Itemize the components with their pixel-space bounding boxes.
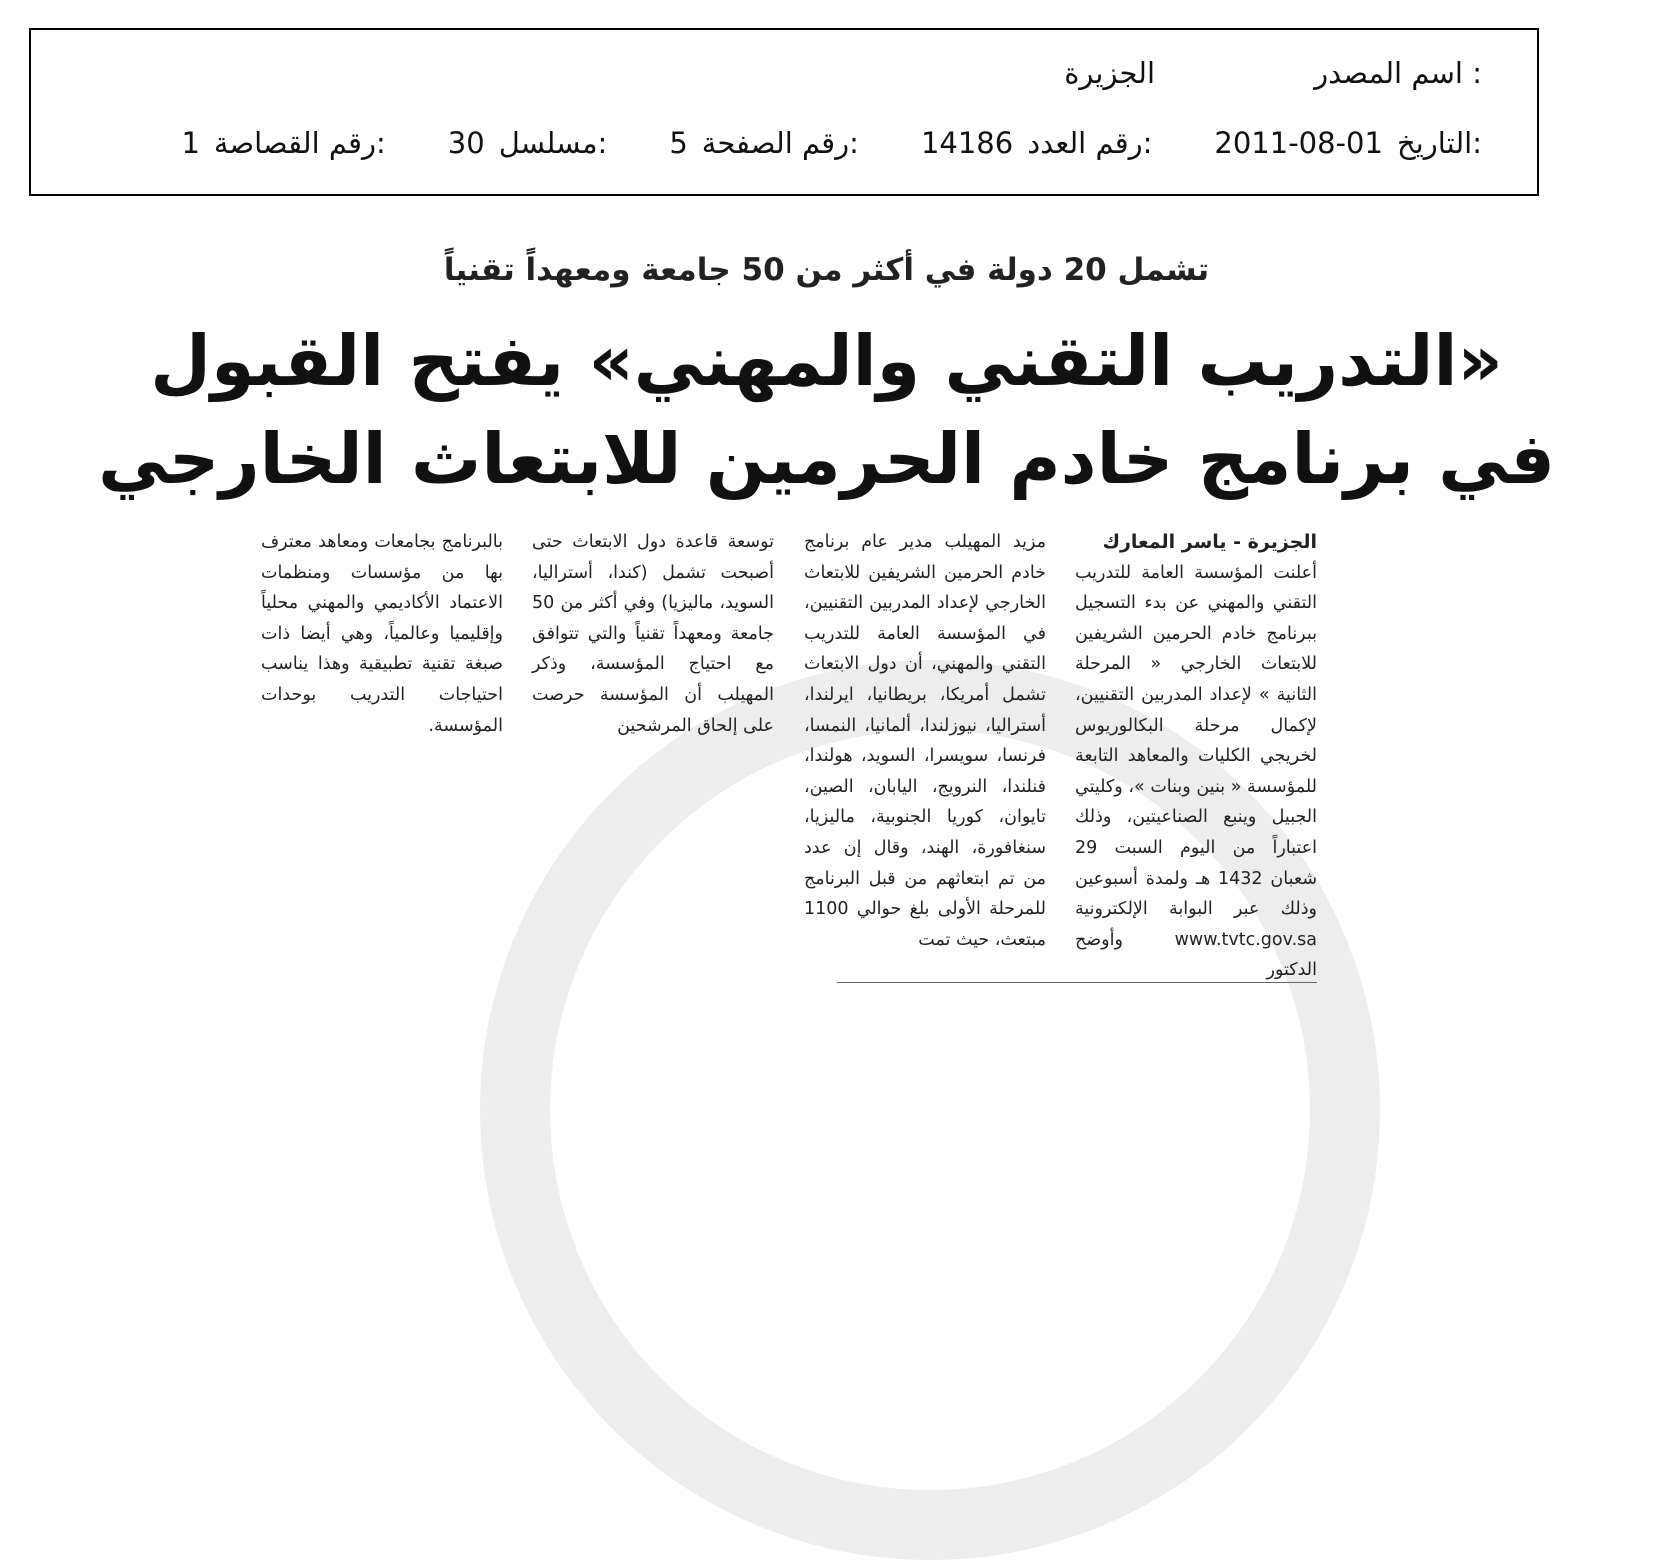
column-3-text: توسعة قاعدة دول الابتعاث حتى أصبحت تشمل (كندا، أستراليا، السويد، ماليزيا) وفي أكثر من 50 جامعة ومعهداً تقنياً والتي تتوافق مع احتياج المؤسسة، وذكر المهيلب أن المؤسسة حرصت على إلحاق المرشحين xyxy=(532,532,774,736)
newspaper-clipping xyxy=(0,200,1653,1067)
issue-label: رقم العدد: xyxy=(1027,126,1153,160)
article-column-3 xyxy=(532,527,774,741)
column-1-text: أعلنت المؤسسة العامة للتدريب التقني والمهني عن بدء التسجيل ببرنامج خادم الحرمين الشريفين للابتعاث الخارجي « المرحلة الثانية » لإعداد المدربين التقنيين، لإكمال مرحلة البكالوريوس لخريجي الكليات والمعاهد التابعة للمؤسسة « بنين وبنات »، وكليتي الجبيل وينبع الصناعيتين، وذلك اعتباراً من اليوم السبت 29 شعبان 1432 هـ ولمدة أسبوعين وذلك عبر البوابة الإلكترونية www.tvtc.gov.sa وأوضح الدكتور xyxy=(1075,562,1317,981)
article-kicker: تشمل 20 دولة في أكثر من 50 جامعة ومعهداً تقنياً xyxy=(443,252,1210,288)
article-headline xyxy=(0,312,1653,508)
page-label: رقم الصفحة: xyxy=(701,126,859,160)
clip-value: 1 xyxy=(181,126,200,160)
article-byline: الجزيرة - ياسر المعارك xyxy=(1102,531,1317,553)
column-bottom-rule xyxy=(837,982,1317,983)
clip-label: رقم القصاصة: xyxy=(213,126,386,160)
article-column-1 xyxy=(1075,527,1317,986)
issue-value: 14186 xyxy=(920,126,1014,160)
source-label: اسم المصدر : xyxy=(1314,56,1482,90)
article-column-2 xyxy=(804,527,1046,955)
date-value: 2011-08-01 xyxy=(1214,126,1383,160)
source-value: الجزيرة xyxy=(1064,56,1156,90)
column-2-text: مزيد المهيلب مدير عام برنامج خادم الحرمين الشريفين للابتعاث الخارجي لإعداد المدربين التقنيين، في المؤسسة العامة للتدريب التقني والمهني، أن دول الابتعاث تشمل أمريكا، بريطانيا، ايرلندا، أستراليا، نيوزلندا، ألمانيا، النمسا، فرنسا، سويسرا، السويد، هولندا، فنلندا، النرويج، اليابان، الصين، تايوان، كوريا الجنوبية، ماليزيا، سنغافورة، الهند، وقال إن عدد من تم ابتعاثهم من قبل البرنامج للمرحلة الأولى بلغ حوالي 1100 مبتعث، حيث تمت xyxy=(804,532,1046,950)
serial-label: مسلسل: xyxy=(498,126,608,160)
headline-line-2: في برنامج خادم الحرمين للابتعاث الخارجي xyxy=(98,418,1555,500)
details-row xyxy=(181,126,1482,160)
article-column-4 xyxy=(261,527,503,741)
column-4-text: بالبرنامج بجامعات ومعاهد معترف بها من مؤسسات ومنظمات الاعتماد الأكاديمي والمهني محلياً وإقليميا وعالمياً، وهي أيضا ذات صبغة تقنية تطبيقية وهذا يناسب احتياجات التدريب بوحدات المؤسسة. xyxy=(261,532,503,736)
date-label: التاريخ: xyxy=(1396,126,1482,160)
clipping-metadata-box xyxy=(29,28,1539,196)
source-row xyxy=(1064,56,1482,90)
serial-value: 30 xyxy=(447,126,485,160)
headline-line-1: «التدريب التقني والمهني» يفتح القبول xyxy=(150,320,1503,402)
page-value: 5 xyxy=(669,126,688,160)
